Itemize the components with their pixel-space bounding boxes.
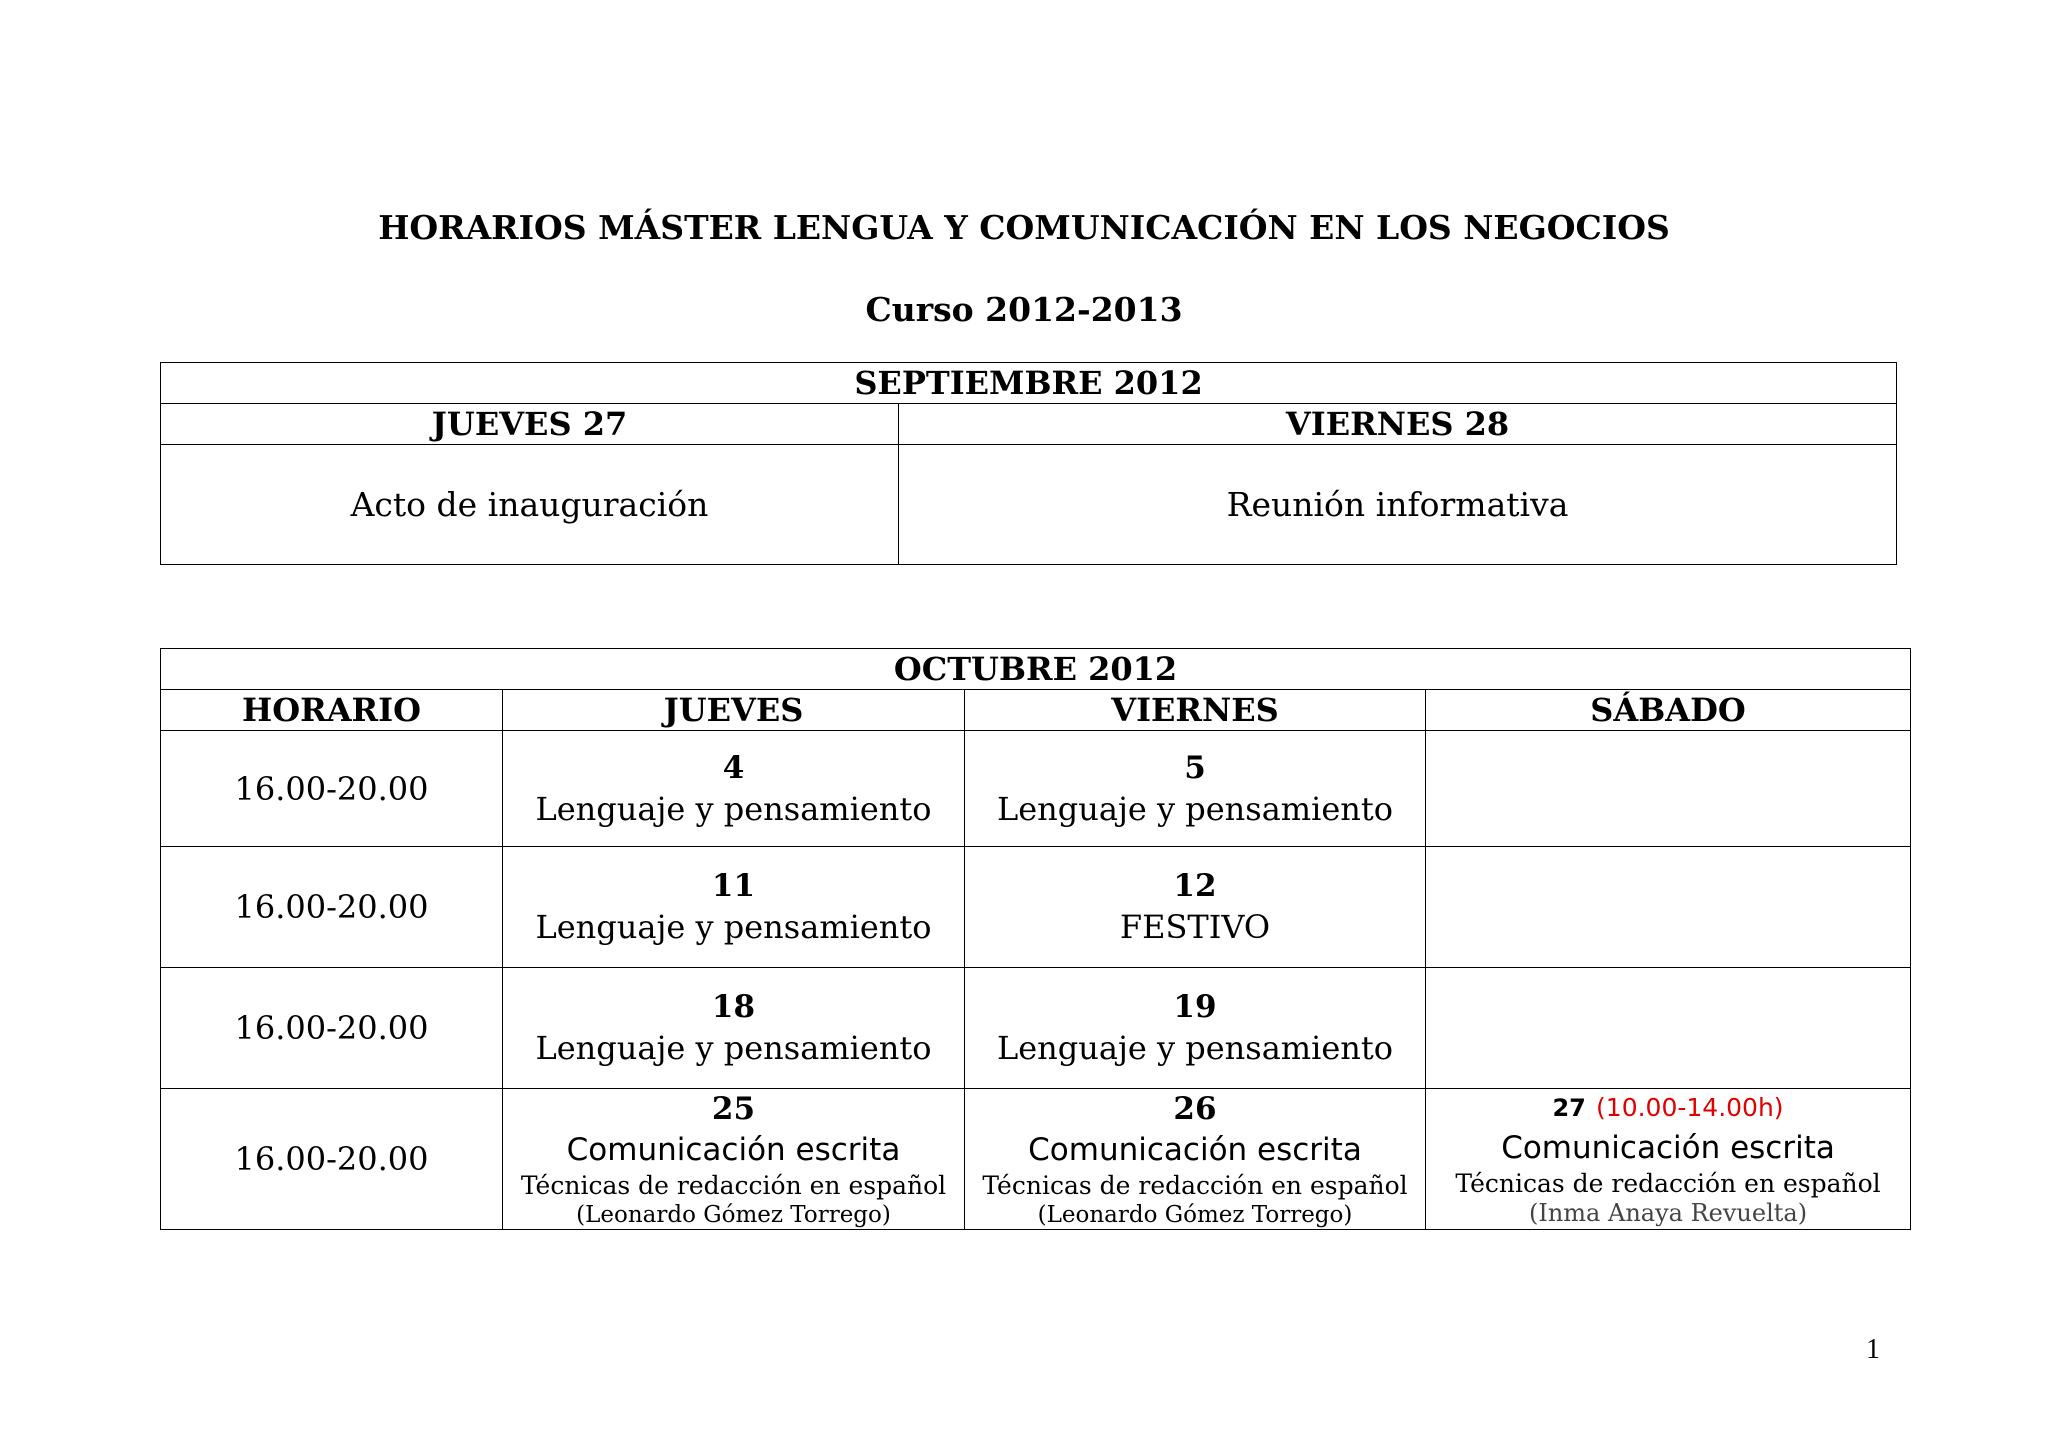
subject-label: FESTIVO bbox=[1119, 908, 1271, 946]
september-schedule-table bbox=[160, 362, 1897, 565]
subject-label: Lenguaje y pensamiento bbox=[996, 789, 1394, 828]
day-number: 26 bbox=[1173, 1091, 1217, 1127]
saturday-cell-empty bbox=[1426, 968, 1911, 1089]
saturday-cell bbox=[1426, 1089, 1911, 1230]
subject-label: Lenguaje y pensamiento bbox=[996, 1029, 1394, 1067]
technique-label: Técnicas de redacción en español bbox=[1455, 1168, 1881, 1198]
friday-cell bbox=[965, 731, 1426, 847]
thursday-cell bbox=[503, 968, 965, 1089]
day-number: 27 bbox=[1552, 1093, 1586, 1122]
table-row bbox=[161, 1089, 1911, 1230]
day-number: 18 bbox=[711, 989, 756, 1025]
lecturer-name: (Inma Anaya Revuelta) bbox=[1528, 1198, 1808, 1227]
thursday-cell bbox=[503, 847, 965, 968]
october-month-header: OCTUBRE 2012 bbox=[161, 649, 1911, 690]
thursday-cell bbox=[503, 731, 965, 847]
day-number: 25 bbox=[711, 1091, 756, 1127]
day-number: 11 bbox=[711, 868, 756, 904]
document-title: HORARIOS MÁSTER LENGUA Y COMUNICACIÓN EN LOS NEGOCIOS bbox=[378, 208, 1670, 247]
september-day-thursday: JUEVES 27 bbox=[161, 404, 899, 445]
technique-label: Técnicas de redacción en español bbox=[520, 1171, 947, 1200]
hours-cell: 16.00-20.00 bbox=[161, 1089, 503, 1230]
page-number: 1 bbox=[1866, 1334, 1880, 1365]
friday-cell bbox=[965, 1089, 1426, 1230]
day-number: 19 bbox=[1173, 989, 1217, 1025]
subject-label: Lenguaje y pensamiento bbox=[535, 789, 932, 828]
day-number: 4 bbox=[722, 749, 745, 786]
saturday-cell-empty bbox=[1426, 731, 1911, 847]
friday-cell bbox=[965, 968, 1426, 1089]
october-schedule-table bbox=[160, 648, 1911, 1230]
table-row bbox=[161, 968, 1911, 1089]
september-event-thursday: Acto de inauguración bbox=[161, 445, 899, 565]
table-row bbox=[161, 731, 1911, 847]
subject-label: Lenguaje y pensamiento bbox=[535, 908, 932, 946]
subject-label: Comunicación escrita bbox=[1028, 1132, 1362, 1168]
course-title: Curso 2012-2013 bbox=[865, 290, 1183, 329]
september-event-friday: Reunión informativa bbox=[899, 445, 1897, 565]
friday-cell bbox=[965, 847, 1426, 968]
technique-label: Técnicas de redacción en español bbox=[982, 1171, 1408, 1200]
september-month-header: SEPTIEMBRE 2012 bbox=[161, 363, 1897, 404]
table-row bbox=[161, 847, 1911, 968]
hours-cell: 16.00-20.00 bbox=[161, 731, 503, 847]
subject-label: Comunicación escrita bbox=[566, 1132, 901, 1168]
lecturer-name: (Leonardo Gómez Torrego) bbox=[1037, 1202, 1353, 1228]
subject-label: Comunicación escrita bbox=[1501, 1129, 1835, 1166]
column-header-jueves: JUEVES bbox=[503, 690, 965, 731]
subject-label: Lenguaje y pensamiento bbox=[535, 1029, 932, 1067]
hours-cell: 16.00-20.00 bbox=[161, 847, 503, 968]
hours-cell: 16.00-20.00 bbox=[161, 968, 503, 1089]
saturday-cell-empty bbox=[1426, 847, 1911, 968]
thursday-cell bbox=[503, 1089, 965, 1230]
column-header-viernes: VIERNES bbox=[965, 690, 1426, 731]
day-number: 5 bbox=[1184, 749, 1206, 786]
september-day-friday: VIERNES 28 bbox=[899, 404, 1897, 445]
column-header-horario: HORARIO bbox=[161, 690, 503, 731]
lecturer-name: (Leonardo Gómez Torrego) bbox=[576, 1202, 891, 1228]
day-number: 12 bbox=[1173, 868, 1217, 904]
special-hours-note: (10.00-14.00h) bbox=[1596, 1092, 1784, 1122]
column-header-sabado: SÁBADO bbox=[1426, 690, 1911, 731]
